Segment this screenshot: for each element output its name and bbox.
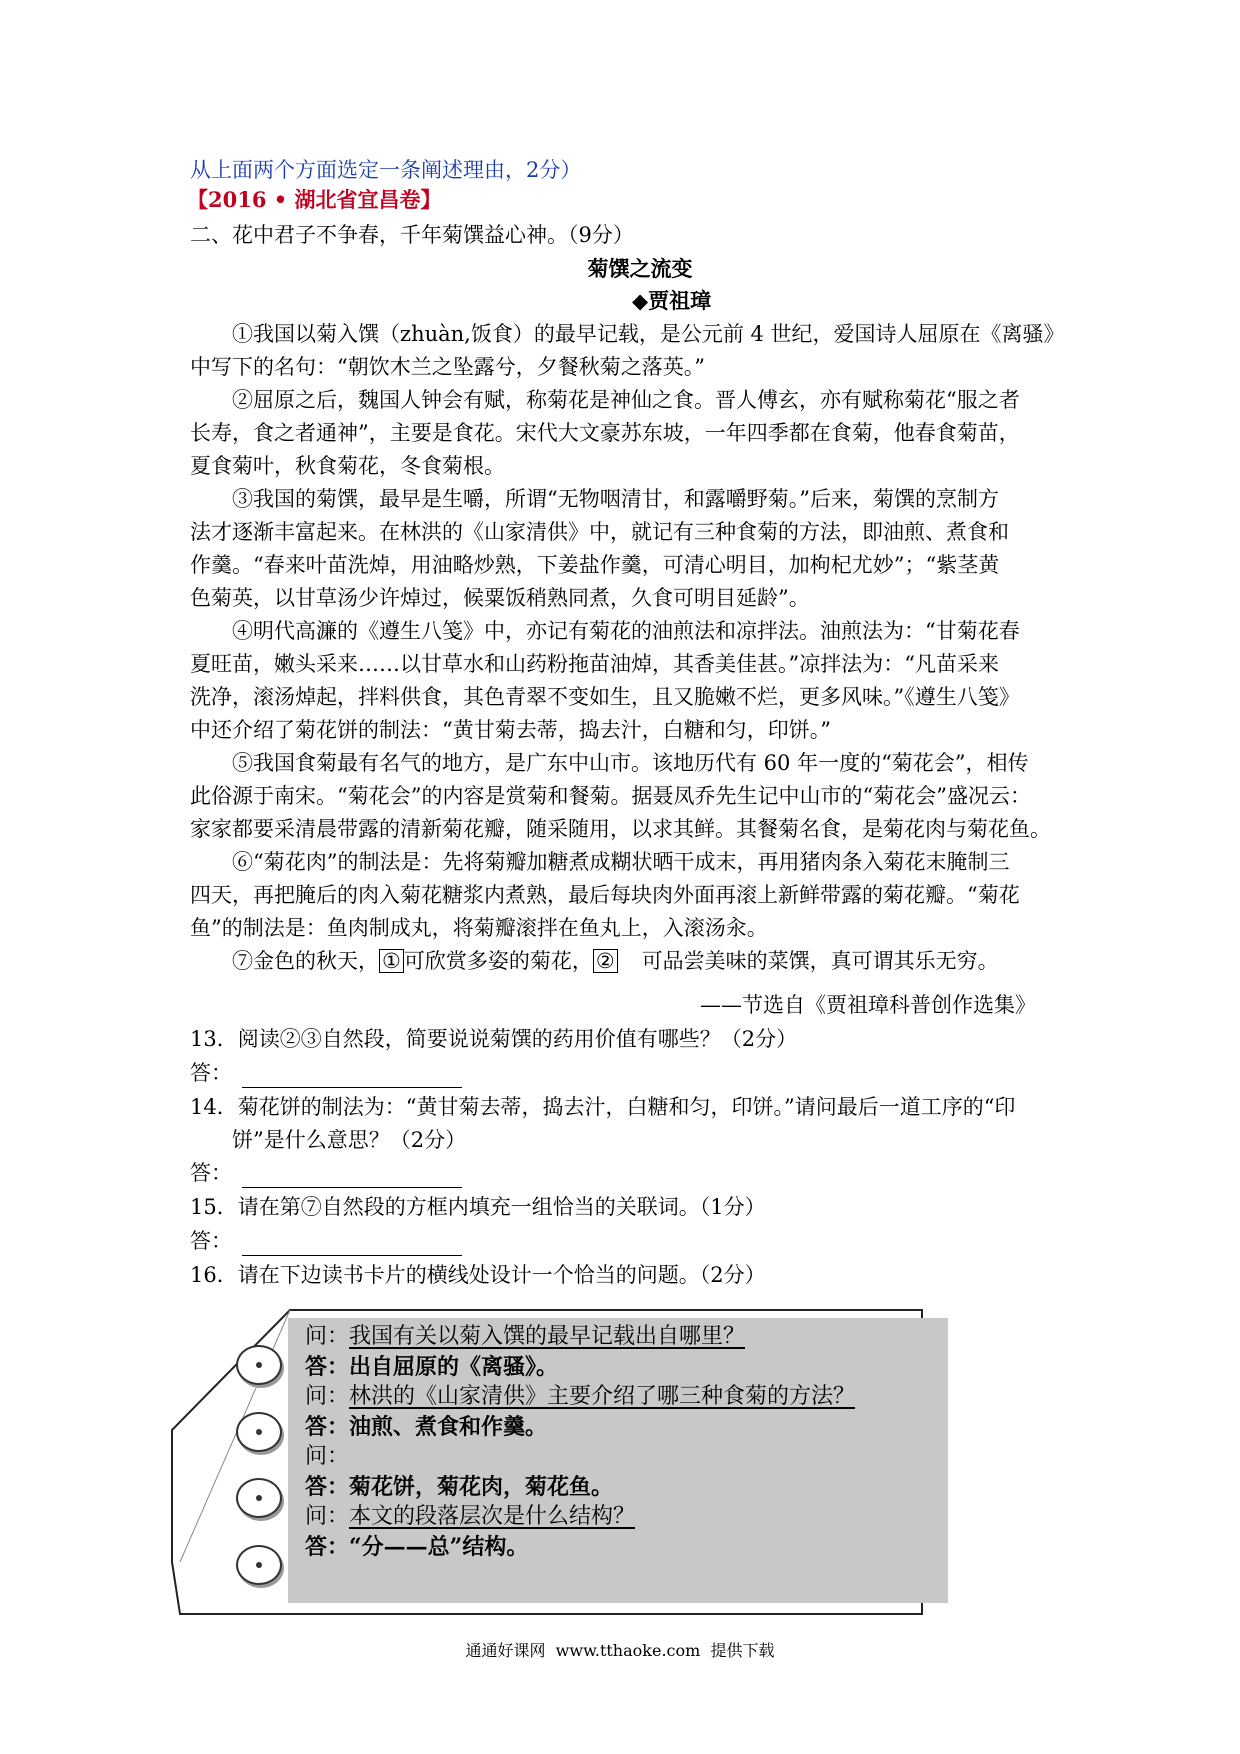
- text-line: 作羹。“春来叶苗洗焯，用油略炒熟，下姜盐作羹，可清心明目，加枸杞尤妙”；“紫茎黄: [190, 553, 1000, 577]
- answer-row-13: [190, 1058, 462, 1088]
- text-line: 夏食菊叶，秋食菊花，冬食菊根。: [190, 454, 505, 478]
- answer-row-15: [190, 1226, 462, 1256]
- answer-label: 答：: [305, 1354, 350, 1380]
- answer-label: 答：: [305, 1474, 350, 1500]
- article-title: 菊馔之流变: [587, 256, 693, 281]
- answer-label: 答：: [190, 1061, 232, 1085]
- question-16: 16．请在下边读书卡片的横线处设计一个恰当的问题。（2分）: [190, 1263, 766, 1287]
- text-line: ④明代高濂的《遵生八笺》中，亦记有菊花的油煎法和凉拌法。油煎法为：“甘菊花春: [232, 619, 1020, 643]
- card-question-4: [305, 1502, 855, 1532]
- text-line: 四天，再把腌后的肉入菊花糖浆内煮熟，最后每块肉外面再滚上新鲜带露的菊花瓣。“菊花: [190, 883, 1020, 907]
- question-14-line1: 14．菊花饼的制法为：“黄甘菊去蒂，捣去汁，白糖和匀，印饼。”请问最后一道工序的“印: [190, 1095, 1016, 1119]
- answer-label: 答：: [305, 1414, 350, 1440]
- answer-text: 出自屈原的《离骚》。: [349, 1354, 559, 1380]
- text-line: 长寿，食之者通神”，主要是食花。宋代大文豪苏东坡，一年四季都在食菊，他春食菊苗，: [190, 421, 1020, 445]
- article-body: [190, 318, 1065, 978]
- binder-hole-icon: [236, 1345, 282, 1385]
- blank-box-2[interactable]: ②: [593, 949, 618, 973]
- text-line: 家家都要采清晨带露的清新菊花瓣，随采随用，以求其鲜。其餐菊名食，是菊花肉与菊花鱼。: [190, 817, 1051, 841]
- paragraph-5: [190, 747, 1060, 846]
- binder-hole-icon: [236, 1545, 282, 1585]
- article-source: ——节选自《贾祖璋科普创作选集》: [700, 993, 1036, 1017]
- text-line: ⑥“菊花肉”的制法是：先将菊瓣加糖煮成糊状晒干成末，再用猪肉条入菊花末腌制三: [232, 850, 1010, 874]
- intro-text: 从上面两个方面选定一条阐述理由，2分）: [190, 158, 582, 182]
- card-answer-1: [305, 1352, 855, 1382]
- card-question-2: [305, 1382, 855, 1412]
- answer-text: 菊花饼，菊花肉，菊花鱼。: [349, 1474, 614, 1500]
- question-text: 林洪的《山家清供》主要介绍了哪三种食菊的方法？: [349, 1384, 856, 1409]
- page-footer: 通通好课网 www.tthaoke.com 提供下载: [465, 1641, 775, 1660]
- paragraph-6: [190, 846, 1060, 945]
- card-content: [305, 1322, 855, 1562]
- text-line: ②屈原之后，魏国人钟会有赋，称菊花是神仙之食。晋人傅玄，亦有赋称菊花“服之者: [232, 388, 1020, 412]
- question-label: 问：: [305, 1504, 350, 1529]
- paragraph-4: [190, 615, 1060, 747]
- answer-text: 油煎、煮食和作羹。: [349, 1414, 548, 1440]
- text-line: 色菊英，以甘草汤少许焯过，候粟饭稍熟同煮，久食可明目延龄”。: [190, 586, 810, 610]
- question-label: 问：: [305, 1444, 350, 1469]
- answer-row-14: [190, 1158, 462, 1188]
- card-answer-2: [305, 1412, 855, 1442]
- paragraph-7: [190, 945, 1060, 978]
- question-14-line2: 饼”是什么意思？（2分）: [232, 1128, 467, 1152]
- section-heading: 二、花中君子不争春，千年菊馔益心神。（9分）: [190, 223, 634, 247]
- answer-line[interactable]: [242, 1235, 462, 1256]
- card-answer-4: [305, 1532, 855, 1562]
- text-line: 中写下的名句：“朝饮木兰之坠露兮，夕餐秋菊之落英。”: [190, 355, 705, 379]
- card-answer-3: [305, 1472, 855, 1502]
- article-author: ◆贾祖璋: [632, 288, 712, 313]
- text-line: 洗净，滚汤焯起，拌料供食，其色青翠不变如生，且又脆嫩不烂，更多风味。”《遵生八笺》: [190, 685, 1020, 709]
- blank-box-1[interactable]: ①: [379, 949, 404, 973]
- answer-text: “分——总”结构。: [349, 1534, 529, 1560]
- text-line: ⑦金色的秋天，: [232, 949, 379, 973]
- text-line: 法才逐渐丰富起来。在林洪的《山家清供》中，就记有三种食菊的方法，即油煎、煮食和: [190, 520, 1009, 544]
- text-line: 中还介绍了菊花饼的制法：“黄甘菊去蒂，捣去汁，白糖和匀，印饼。”: [190, 718, 831, 742]
- text-line: ①我国以菊入馔（zhuàn,饭食）的最早记载，是公元前 4 世纪，爱国诗人屈原在《离骚》: [232, 322, 1065, 346]
- answer-label: 答：: [190, 1229, 232, 1253]
- text-line: 此俗源于南宋。“菊花会”的内容是赏菊和餐菊。据聂凤乔先生记中山市的“菊花会”盛况云：: [190, 784, 1031, 808]
- text-line: 可欣赏多姿的菊花，: [403, 949, 593, 973]
- card-question-3: [305, 1442, 855, 1472]
- question-text: 本文的段落层次是什么结构？: [349, 1504, 636, 1529]
- text-line: ⑤我国食菊最有名气的地方，是广东中山市。该地历代有 60 年一度的“菊花会”，相传: [232, 751, 1029, 775]
- paragraph-2: [190, 384, 1060, 483]
- binder-hole-icon: [236, 1412, 282, 1452]
- card-question-1: [305, 1322, 855, 1352]
- answer-label: 答：: [305, 1534, 350, 1560]
- text-line: 鱼”的制法是：鱼肉制成丸，将菊瓣滚拌在鱼丸上，入滚汤汆。: [190, 916, 768, 940]
- answer-line[interactable]: [242, 1167, 462, 1188]
- text-line: 夏旺苗，嫩头采来……以甘草水和山药粉拖苗油焯，其香美佳甚。”凉拌法为：“凡苗采来: [190, 652, 999, 676]
- question-label: 问：: [305, 1384, 350, 1409]
- text-line: 可品尝美味的菜馔，真可谓其乐无穷。: [641, 949, 999, 973]
- question-13: 13．阅读②③自然段，简要说说菊馔的药用价值有哪些？（2分）: [190, 1027, 798, 1051]
- paragraph-3: [190, 483, 1060, 615]
- question-label: 问：: [305, 1324, 350, 1349]
- source-tag: 【2016 • 湖北省宜昌卷】: [187, 187, 442, 212]
- question-15: 15．请在第⑦自然段的方框内填充一组恰当的关联词。（1分）: [190, 1195, 766, 1219]
- question-text: 我国有关以菊入馔的最早记载出自哪里？: [349, 1324, 746, 1349]
- answer-line[interactable]: [242, 1067, 462, 1088]
- paragraph-1: [190, 318, 1065, 384]
- binder-hole-icon: [236, 1478, 282, 1518]
- text-line: ③我国的菊馔，最早是生嚼，所谓“无物咽清甘，和露嚼野菊。”后来，菊馔的烹制方: [232, 487, 999, 511]
- answer-label: 答：: [190, 1161, 232, 1185]
